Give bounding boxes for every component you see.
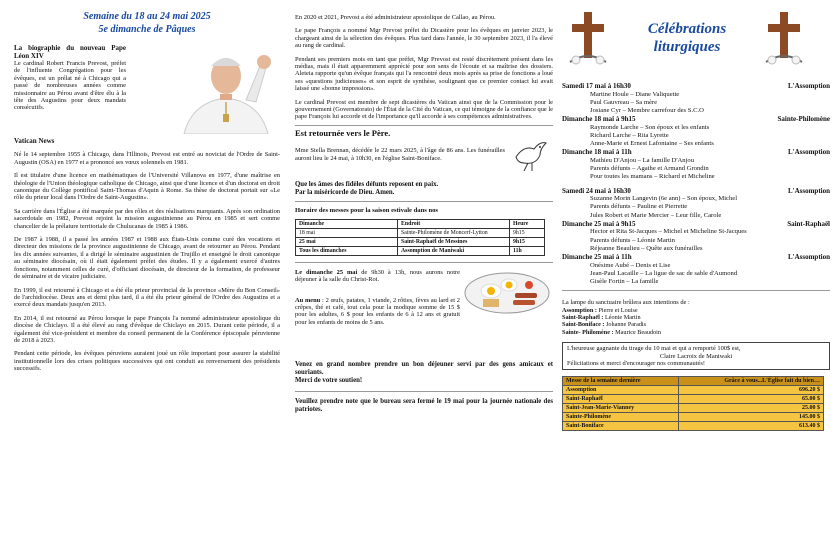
- mass-block: [562, 253, 830, 286]
- offering-amount: 25.00 $: [678, 404, 823, 413]
- mass-intention: Anne-Marie et Ernest Lafontaine – Ses enfants: [590, 140, 714, 148]
- mass-day: Dimanche 18 mai à 11h: [562, 148, 632, 157]
- bio-paragraph-5: En 1999, il est retourné à Chicago et a été élu prieur provincial de la province «Mère du Bon Conseil» de l'archidiocèse. Deux ans et demi plus tard, il a été élu prieur général de l'Ordre des Augustins et a exercé deux mandats jusqu'en 2013.: [14, 286, 280, 309]
- mass-church: L'Assomption: [787, 186, 830, 195]
- mass-intention: Parents défunts – Pauline et Pierrette: [590, 203, 688, 211]
- schedule-place: Assomption de Maniwaki: [398, 246, 510, 255]
- column-left: [14, 0, 280, 540]
- schedule-date: 18 mai: [296, 228, 398, 237]
- table-row: [563, 422, 824, 431]
- mass-intention: Josiane Cyr – Membre carrefour des S.C.O: [590, 107, 704, 114]
- winner-thanks: Félicitations et merci d'encourager nos communautés!: [567, 360, 705, 368]
- lamp-line: [562, 329, 830, 336]
- pope-photo: [174, 42, 278, 134]
- bio-paragraph-1: Né le 14 septembre 1955 à Chicago, dans l'Illinois, Prevost est entré au noviciat de l'Ordre de Saint-Augustin (OSA) en 1977 et a prononcé ses vœux solennels en 1981.: [14, 151, 280, 166]
- mass-day: Samedi 24 mai à 16h30: [562, 186, 631, 195]
- mass-block: [562, 148, 830, 181]
- mass-intention: Paul Gauvreau – Sa mère: [590, 98, 658, 106]
- mass-intention: Pour toutes les mamans – Richard et Micheline: [590, 173, 715, 181]
- offering-place: Saint-Raphaël: [563, 395, 679, 404]
- lamp-church: Assomption :: [562, 306, 597, 314]
- offering-place: Saint-Jean-Marie-Vianney: [563, 404, 679, 413]
- lamp-name: Pierre et Louise: [596, 306, 638, 314]
- table-row: [563, 404, 824, 413]
- mass-church: Sainte-Philomène: [777, 115, 830, 124]
- mass-intention: Suzanne Morin Langevin (6e ann) – Son époux, Michel: [590, 195, 738, 203]
- offering-amount: 145.00 $: [678, 413, 823, 422]
- schedule-time: 9h15: [510, 228, 545, 237]
- divider: [295, 256, 553, 263]
- mass-intention: Parents défunts – Léonie Martin: [590, 236, 675, 244]
- divider: [295, 121, 553, 126]
- table-row: [296, 246, 545, 255]
- winner-name: Claire Lacroix de Maniwaki: [659, 352, 733, 360]
- brunch-date: Le dimanche 25 mai: [295, 268, 358, 276]
- schedule-place: Saint-Raphaël de Messines: [398, 237, 510, 246]
- prefect-paragraph: Le pape François a nommé Mgr Prevost préfet du Dicastère pour les évêques en janvier 2023, le chargeant ainsi de la sélection des évêques. Plus tard dans l'année, le 30 septembre 2023, il l'a élevé au rang de cardinal.: [295, 27, 553, 50]
- mass-intentions: [562, 82, 830, 286]
- brunch-text: de 9h30 à 13h, nous aurons notre déjeuner à la salle du Christ-Roi.: [295, 268, 460, 283]
- invite-line-2: Merci de votre soutien!: [295, 376, 363, 384]
- offering-place: Saint-Boniface: [563, 422, 679, 431]
- source-label: Vatican News: [14, 137, 55, 145]
- schedule-header: Endroit: [398, 219, 510, 228]
- bio-paragraph-6: En 2014, il est retourné au Pérou lorsque le pape François l'a nommé administrateur apostolique du diocèse de Chiclayo. Il a été élevé au rang d'évêque de Chiclayo en 2015. Durant cette période, il a également été vice-président et membre du conseil permanent de la Conférence épiscopale péruvienne de 2018 à 2023.: [14, 314, 280, 344]
- week-header: Semaine du 18 au 24 mai 2025: [83, 11, 211, 22]
- breakfast-plate-image: [463, 267, 551, 317]
- table-row: [563, 395, 824, 404]
- mass-block: [562, 115, 830, 148]
- offerings-header: Messe de la semaine dernière: [563, 377, 679, 386]
- dicasteries-paragraph: Le cardinal Prevost est membre de sept dicastères du Vatican ainsi que de la Commission pour le gouvernement (Governatorato) de l'État de la Cité du Vatican, ce qui témoigne de la confiance que le pape François lui accorde et de l'importance qu'il accorde à ses compétences administratives.: [295, 98, 553, 121]
- lamp-name: Maurice Beaudoin: [613, 328, 661, 336]
- cross-icon: [566, 10, 610, 68]
- lamp-line: [562, 321, 830, 328]
- mass-church: Saint-Raphaël: [787, 219, 830, 228]
- invite-line-1: Venez en grand nombre prendre un bon déjeuner servi par des gens amicaux et souriants.: [295, 360, 553, 376]
- lamp-name: Léonie Martin: [603, 314, 641, 322]
- schedule-header: Heure: [510, 219, 545, 228]
- mass-block: [562, 187, 830, 220]
- prayer-line-2: Par la miséricorde de Dieu. Amen.: [295, 188, 395, 196]
- winner-line-1: L'heureuse gagnante du tirage du 10 mai et qui a remporté 100$ est,: [567, 345, 741, 353]
- schedule-header: Dimanche: [296, 219, 398, 228]
- offering-place: Sainte-Philomène: [563, 413, 679, 422]
- mass-intention: Jean-Paul Lacaille – La ligue de sac de sable d'Aumond: [590, 269, 738, 277]
- bio-paragraph-4: De 1987 à 1988, il a passé les années 1987 et 1988 aux États-Unis comme curé des vocations et directeur des missions de la province augustinienne de Chicago, avant de retourner au Pérou. Pendant les dix années suivantes, il a dirigé le séminaire augustinien de Trujillo et enseigné le droit canonique au séminaire diocésain, où il était également préfet des études. Il y a également exercé d'autres fonctions, notamment celles de curé, d'officiant diocésain, de directeur de la formation, de professeur de séminaire et de vicaire judiciaire.: [14, 236, 280, 281]
- bio-paragraph-3: Sa carrière dans l'Église a été marquée par des rôles et des réalisations marquants. Après son ordination sacerdotale en 1982, Prevost rejoint la mission augustinienne au Pérou en 1985 et sert comme chancelier de la prélature territoriale de Chulucanas de 1985 à 1986.: [14, 207, 280, 230]
- mass-day: Dimanche 25 mai à 11h: [562, 253, 632, 262]
- brunch-menu: [295, 297, 460, 327]
- mass-church: L'Assomption: [787, 82, 830, 90]
- mass-intention: Jules Robert et Marie Mercier – Leur fille, Carole: [590, 211, 722, 219]
- menu-text: : 2 œufs, patates, 1 viande, 2 rôties, fèves au lard et 2 crêpes, thé et café, tout cela pour la modique somme de 15 $ pour les adultes, 6 $ pour les enfants de 6 à 12 ans et gratuit pour les enfants de moins de 5 ans.: [295, 296, 460, 326]
- mass-church: L'Assomption: [787, 253, 830, 262]
- brunch-announcement: [295, 269, 460, 284]
- offering-place: Assomption: [563, 386, 679, 395]
- divider: [295, 385, 553, 392]
- bio-intro: Le cardinal Robert Francis Prevost, préfet de l'influente Congrégation pour les évêques, est un prélat né à Chicago qui a passé de nombreuses années comme missionnaire au Pérou avant d'être élu à la tête des Augustins pour deux mandats consécutifs.: [14, 60, 126, 112]
- schedule-date: 25 mai: [296, 237, 398, 246]
- liturgy-title-1: Célébrations: [647, 21, 727, 37]
- cross-icon: [762, 10, 806, 68]
- table-row: [296, 237, 545, 246]
- lamp-church: Sainte- Philomène :: [562, 328, 614, 336]
- sunday-subtitle: 5e dimanche de Pâques: [98, 24, 196, 35]
- mass-day: Dimanche 25 mai à 9h15: [562, 219, 636, 228]
- lamp-church: Saint-Boniface :: [562, 321, 605, 329]
- lamp-line: [562, 307, 830, 314]
- lamp-line: [562, 314, 830, 321]
- bio-paragraph-2: Il est titulaire d'une licence en mathématiques de l'Université Villanova en 1977, d'une maîtrise en théologie de l'Union théologique catholique de Chicago, ainsi que d'une licence et d'un doctorat en droit canonique du Collège pontifical Saint-Thomas d'Aquin à Rome. Sa thèse de doctorat portait sur «Le rôle du prieur local dans l'Ordre de Saint-Augustin».: [14, 172, 280, 202]
- mass-day: Dimanche 18 mai à 9h15: [562, 115, 636, 124]
- offerings-table: [562, 376, 824, 431]
- mass-block: [562, 82, 830, 115]
- table-row: [563, 386, 824, 395]
- schedule-date: Tous les dimanches: [296, 246, 398, 255]
- prayer-line-1: Que les âmes des fidèles défunts reposent en paix.: [295, 181, 439, 189]
- column-middle: [295, 0, 553, 540]
- callao-paragraph: En 2020 et 2021, Prevost a été administrateur apostolique de Callao, au Pérou.: [295, 14, 496, 21]
- offering-amount: 65.00 $: [678, 395, 823, 404]
- mass-intention: Hector et Rita St-Jacques – Michel et Micheline St-Jacques: [590, 228, 747, 236]
- table-row: [296, 228, 545, 237]
- mass-intention: Mathieu D'Anjou – La famille D'Anjou: [590, 157, 695, 164]
- mass-intention: Martine Houle – Diane Valiquette: [590, 90, 680, 98]
- mass-intention: Réjeanne Beaulieu – Quête aux funérailles: [590, 244, 703, 252]
- column-right: [562, 0, 830, 540]
- deceased-text: Mme Stella Brennan, décédée le 22 mars 2025, à l'âge de 86 ans. Les funérailles auront lieu le 24 mai, à 10h30, en l'église Saint-Boniface.: [295, 147, 505, 162]
- bio-paragraph-7: Pendant cette période, les évêques péruviens auraient joué un rôle important pour assurer la stabilité institutionnelle lors des crises politiques successives qui ont conduit au renversement des présidents successifs.: [14, 350, 280, 373]
- mass-intention: Gisèle Fortin – La famille: [590, 278, 659, 286]
- menu-label: Au menu: [295, 296, 321, 304]
- dove-icon: [510, 135, 550, 175]
- offering-amount: 696.20 $: [678, 386, 823, 395]
- schedule-title: Horaire des messes pour la saison estivale dans nos: [295, 207, 438, 215]
- table-row: [563, 413, 824, 422]
- liturgy-title-2: liturgiques: [653, 39, 721, 55]
- mass-block: [562, 220, 830, 253]
- schedule-time: 11h: [510, 246, 545, 255]
- sanctuary-lamp: [562, 299, 830, 336]
- lamp-title: La lampe du sanctuaire brûlera aux intentions de :: [562, 299, 690, 307]
- mass-day: Samedi 17 mai à 16h30: [562, 82, 631, 90]
- mass-intention: Raymonde Larche – Son époux et les enfants: [590, 123, 710, 131]
- divider: [562, 286, 830, 291]
- mass-church: L'Assomption: [787, 148, 830, 157]
- offering-amount: 613.40 $: [678, 422, 823, 431]
- schedule-table: [295, 219, 545, 256]
- lamp-church: Saint-Raphaël :: [562, 314, 604, 322]
- schedule-place: Sainte-Philomène de Moncerf-Lytton: [398, 228, 510, 237]
- office-closure-notice: Veuillez prendre note que le bureau sera fermé le 19 mai pour la journée nationale des patriotes.: [295, 397, 553, 413]
- bio-title: La biographie du nouveau Pape Léon XIV: [14, 44, 126, 60]
- liturgy-header: [562, 0, 830, 82]
- mass-intention: Onésime Aubé – Denis et Lise: [590, 261, 671, 269]
- mass-intention: Parents défunts – Agathe et Armand Grondin: [590, 165, 709, 173]
- draw-winner-box: [562, 342, 830, 370]
- offerings-header: Grâce à vous...L'Église fait du bien…: [678, 377, 823, 386]
- schedule-time: 9h15: [510, 237, 545, 246]
- mass-intention: Richard Larche – Rita Lyrette: [590, 132, 669, 139]
- deceased-title: Est retournée vers le Père.: [295, 127, 391, 138]
- lamp-name: Johanne Paradis: [604, 321, 647, 329]
- media-paragraph: Pendant ses premiers mois en tant que préfet, Mgr Prevost est resté discrètement présent dans les médias, mais il était apparemment apprécié pour son sens de l'écoute et sa maîtrise des dossiers. Aleteia rapporte qu'un évêque français qui l'a rencontré deux mois après sa prise de fonctions a loué ses «questions judicieuses» et son esprit de synthèse, soulignant que ce premier contact lui avait laissé une «bonne impression».: [295, 55, 553, 93]
- divider: [295, 196, 553, 202]
